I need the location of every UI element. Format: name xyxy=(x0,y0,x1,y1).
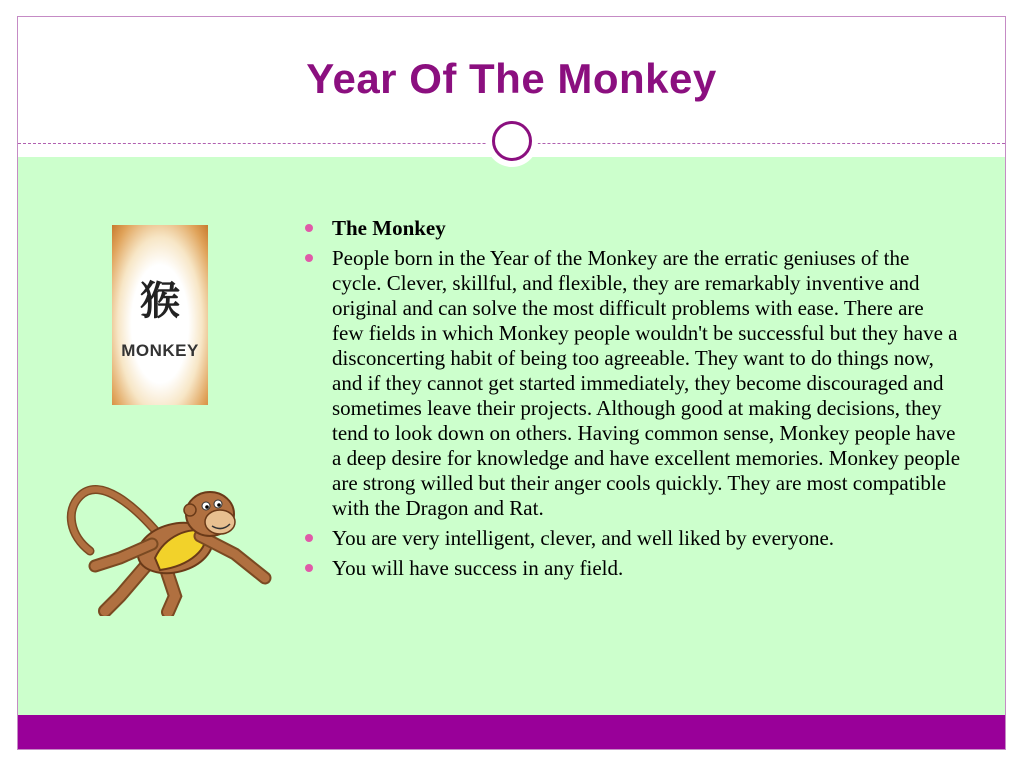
zodiac-character: 猴 xyxy=(140,278,180,324)
zodiac-label: MONKEY xyxy=(121,341,199,360)
bullet-icon xyxy=(305,224,313,232)
bullet-icon xyxy=(305,254,313,262)
bullet-text: You are very intelligent, clever, and well liked by everyone. xyxy=(332,526,835,550)
bullet-icon xyxy=(305,534,313,542)
bullet-text: People born in the Year of the Monkey are the erratic geniuses of the cycle. Clever, skillful, and flexible, they are remarkably inventive and original and can solve the most difficult problems with ease. There are few fields in which Monkey people wouldn't be successful but they have a disconcerting habit of being too agreeable. They want to do things now, and if they cannot get started immediately, they become discouraged and sometimes leave their projects. Although good at making decisions, they tend to look down on others. Having common sense, Monkey people have a deep desire for knowledge and have excellent memories. Monkey people are strong willed but their anger cools quickly. They are most compatible with the Dragon and Rat. xyxy=(332,246,961,520)
list-item xyxy=(300,526,960,551)
slide-title: Year Of The Monkey xyxy=(306,55,717,102)
list-item xyxy=(300,556,960,581)
list-item xyxy=(300,246,960,521)
bullet-heading: The Monkey xyxy=(332,216,446,240)
bullet-text: You will have success in any field. xyxy=(332,556,624,580)
list-item xyxy=(300,216,960,241)
bullet-list xyxy=(300,216,960,586)
zodiac-monkey-image xyxy=(112,225,208,405)
bullet-icon xyxy=(305,564,313,572)
bottom-bar xyxy=(18,715,1005,750)
divider-circle-icon xyxy=(492,121,532,161)
monkey-illustration xyxy=(40,466,280,616)
